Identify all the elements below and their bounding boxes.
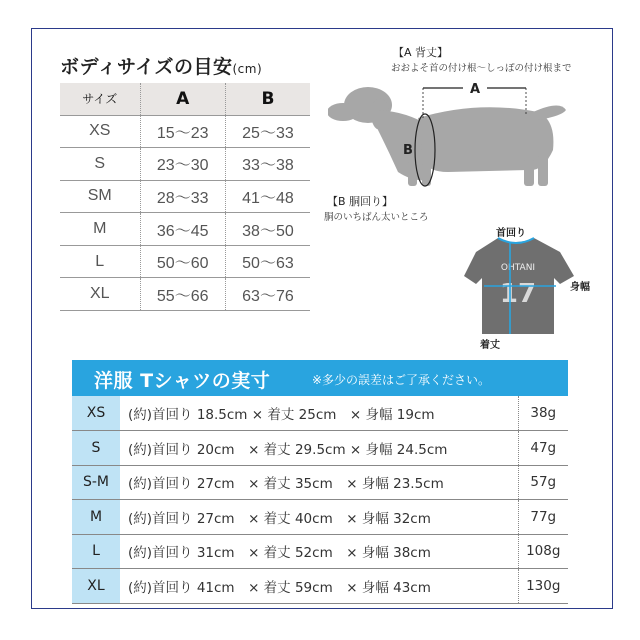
a-cell: 50〜60 bbox=[140, 245, 225, 278]
table-row bbox=[72, 465, 568, 500]
b-cell: 63〜76 bbox=[225, 278, 310, 311]
shirt-length-label: 着丈 bbox=[480, 340, 500, 351]
a-cell: 36〜45 bbox=[140, 213, 225, 246]
size-cell: M bbox=[60, 213, 140, 246]
dog-silhouette bbox=[328, 87, 566, 186]
weight-cell: 57g bbox=[518, 465, 568, 500]
girth-marker: B bbox=[403, 143, 413, 158]
measurement-cell: (約)首回り 41cm × 着丈 59cm × 身幅 43cm bbox=[120, 569, 518, 604]
table-row bbox=[72, 431, 568, 466]
size-cell: L bbox=[72, 534, 120, 569]
weight-cell: 77g bbox=[518, 500, 568, 535]
table-row bbox=[60, 148, 310, 181]
size-cell: M bbox=[72, 500, 120, 535]
weight-cell: 130g bbox=[518, 569, 568, 604]
tshirt-header bbox=[72, 360, 568, 396]
back-length-description: おおよそ首の付け根〜しっぽの付け根まで bbox=[391, 63, 572, 74]
svg-text:OHTANI: OHTANI bbox=[500, 263, 536, 273]
body-size-header-row bbox=[60, 83, 310, 115]
a-cell: 15〜23 bbox=[140, 115, 225, 148]
b-cell: 41〜48 bbox=[225, 180, 310, 213]
shirt-neck-label: 首回り bbox=[496, 228, 526, 239]
table-row bbox=[72, 569, 568, 604]
body-size-unit: (cm) bbox=[232, 62, 263, 76]
b-cell: 50〜63 bbox=[225, 245, 310, 278]
table-row bbox=[72, 396, 568, 431]
back-length-marker: A bbox=[469, 82, 481, 97]
table-row bbox=[60, 180, 310, 213]
b-cell: 38〜50 bbox=[225, 213, 310, 246]
table-row bbox=[60, 245, 310, 278]
weight-cell: 47g bbox=[518, 431, 568, 466]
table-row bbox=[72, 500, 568, 535]
measurement-cell: (約)首回り 20cm × 着丈 29.5cm × 身幅 24.5cm bbox=[120, 431, 518, 466]
table-row bbox=[72, 534, 568, 569]
dog-illustration bbox=[328, 80, 568, 190]
tshirt-title: 洋服 Tシャツの実寸 bbox=[94, 370, 271, 392]
size-cell: XL bbox=[60, 278, 140, 311]
measurement-cell: (約)首回り 18.5cm × 着丈 25cm × 身幅 19cm bbox=[120, 396, 518, 431]
weight-cell: 108g bbox=[518, 534, 568, 569]
tshirt-note: ※多少の誤差はご了承ください。 bbox=[312, 373, 491, 387]
size-cell: S bbox=[60, 148, 140, 181]
body-size-table bbox=[60, 83, 310, 311]
measurement-cell: (約)首回り 31cm × 着丈 52cm × 身幅 38cm bbox=[120, 534, 518, 569]
weight-cell: 38g bbox=[518, 396, 568, 431]
b-cell: 33〜38 bbox=[225, 148, 310, 181]
size-cell: S bbox=[72, 431, 120, 466]
header-a: A bbox=[140, 83, 225, 115]
b-cell: 25〜33 bbox=[225, 115, 310, 148]
size-cell: XS bbox=[72, 396, 120, 431]
tshirt-illustration bbox=[464, 226, 582, 346]
size-cell: SM bbox=[60, 180, 140, 213]
girth-description: 胴のいちばん太いところ bbox=[324, 212, 429, 223]
size-cell: XS bbox=[60, 115, 140, 148]
size-cell: L bbox=[60, 245, 140, 278]
header-size: サイズ bbox=[60, 83, 140, 115]
table-row bbox=[60, 278, 310, 311]
a-cell: 55〜66 bbox=[140, 278, 225, 311]
size-cell: S-M bbox=[72, 465, 120, 500]
measurement-cell: (約)首回り 27cm × 着丈 40cm × 身幅 32cm bbox=[120, 500, 518, 535]
size-cell: XL bbox=[72, 569, 120, 604]
back-length-title: 【A 背丈】 bbox=[393, 46, 449, 59]
a-cell: 28〜33 bbox=[140, 180, 225, 213]
table-row bbox=[60, 213, 310, 246]
measurement-cell: (約)首回り 27cm × 着丈 35cm × 身幅 23.5cm bbox=[120, 465, 518, 500]
svg-text:17: 17 bbox=[499, 279, 537, 309]
header-b: B bbox=[225, 83, 310, 115]
table-row bbox=[60, 115, 310, 148]
shirt-width-label: 身幅 bbox=[570, 282, 590, 293]
body-size-title bbox=[60, 52, 262, 79]
a-cell: 23〜30 bbox=[140, 148, 225, 181]
tshirt-size-table bbox=[72, 396, 568, 604]
body-size-title-text: ボディサイズの目安 bbox=[60, 56, 233, 78]
girth-title: 【B 胴回り】 bbox=[327, 195, 394, 208]
